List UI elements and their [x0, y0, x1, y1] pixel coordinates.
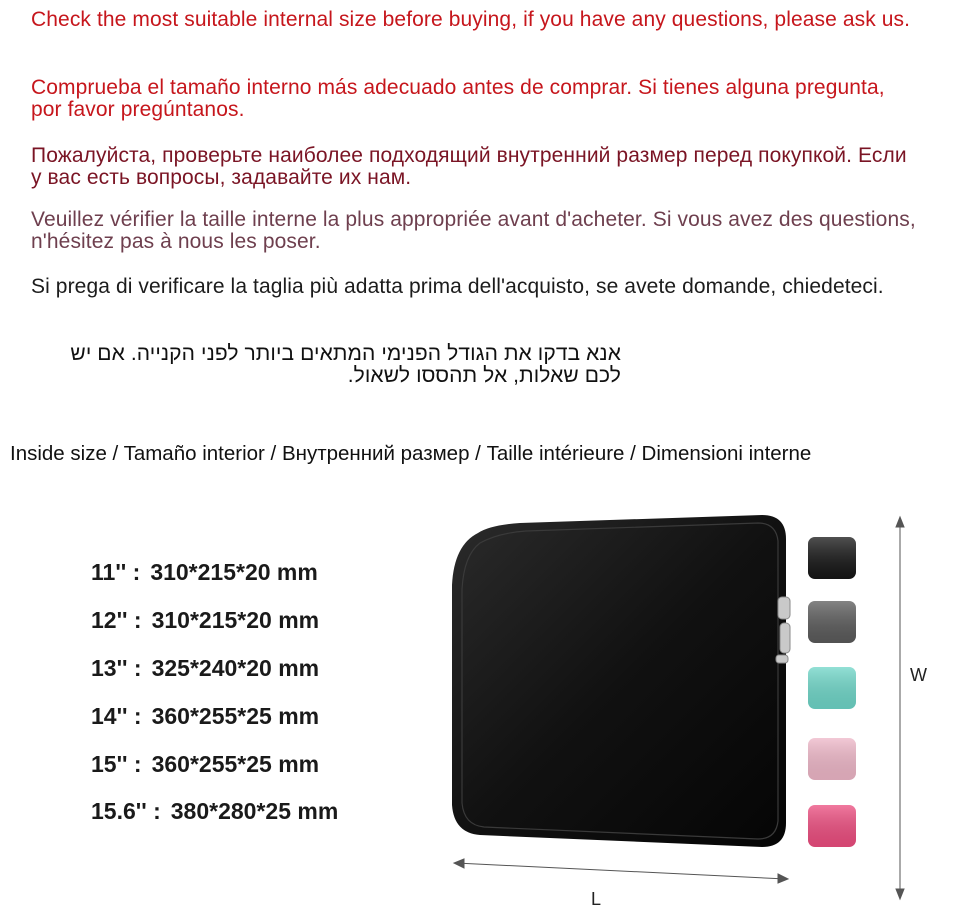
size-label: 11'' : — [91, 559, 141, 586]
size-label: 12'' : — [91, 607, 142, 634]
length-label: L — [591, 889, 602, 909]
inside-size-heading: Inside size / Tamaño interior / Внутренний размер / Taille intérieure / Dimensioni interne — [10, 442, 812, 465]
size-dimensions: 360*255*25 mm — [151, 702, 320, 729]
length-arrow — [454, 859, 788, 883]
size-row — [91, 788, 338, 836]
notice-italian: Si prega di verificare la taglia più adatta prima dell'acquisto, se avete domande, chiedeteci. — [31, 275, 884, 298]
size-dimensions: 380*280*25 mm — [170, 798, 339, 825]
notice-english: Check the most suitable internal size before buying, if you have any questions, please ask us. — [31, 8, 911, 31]
size-label: 15.6'' : — [91, 798, 161, 825]
notice-spanish: Comprueba el tamaño interno más adecuado antes de comprar. Si tienes alguna pregunta, por favor pregúntanos. — [31, 76, 885, 121]
width-arrow — [896, 517, 904, 899]
width-label: W — [910, 665, 927, 685]
sleeve-body — [452, 515, 786, 847]
laptop-sleeve-image — [440, 505, 920, 905]
size-row — [91, 692, 338, 740]
size-dimensions: 360*255*25 mm — [151, 750, 320, 777]
size-label: 15'' : — [91, 750, 142, 777]
size-dimensions: 310*215*20 mm — [151, 607, 320, 634]
size-row — [91, 549, 338, 597]
notice-russian: Пожалуйста, проверьте наиболее подходящий внутренний размер перед покупкой. Если у вас есть вопросы, задавайте их нам. — [31, 144, 907, 189]
size-row — [91, 597, 338, 645]
size-dimensions: 310*215*20 mm — [150, 559, 318, 586]
size-row — [91, 740, 338, 788]
color-swatches — [808, 537, 856, 847]
size-list — [91, 549, 338, 836]
size-label: 13'' : — [91, 654, 142, 681]
size-label: 14'' : — [91, 702, 142, 729]
size-dimensions: 325*240*20 mm — [151, 654, 320, 681]
notice-french: Veuillez vérifier la taille interne la plus appropriée avant d'acheter. Si vous avez des questions, n'hésitez pas à nous les poser. — [31, 208, 916, 253]
size-row — [91, 645, 338, 693]
notice-hebrew: אנא בדקו את הגודל הפנימי המתאים ביותר לפני הקנייה. אם יש לכם שאלות, אל תהססו לשאול. — [70, 342, 621, 387]
